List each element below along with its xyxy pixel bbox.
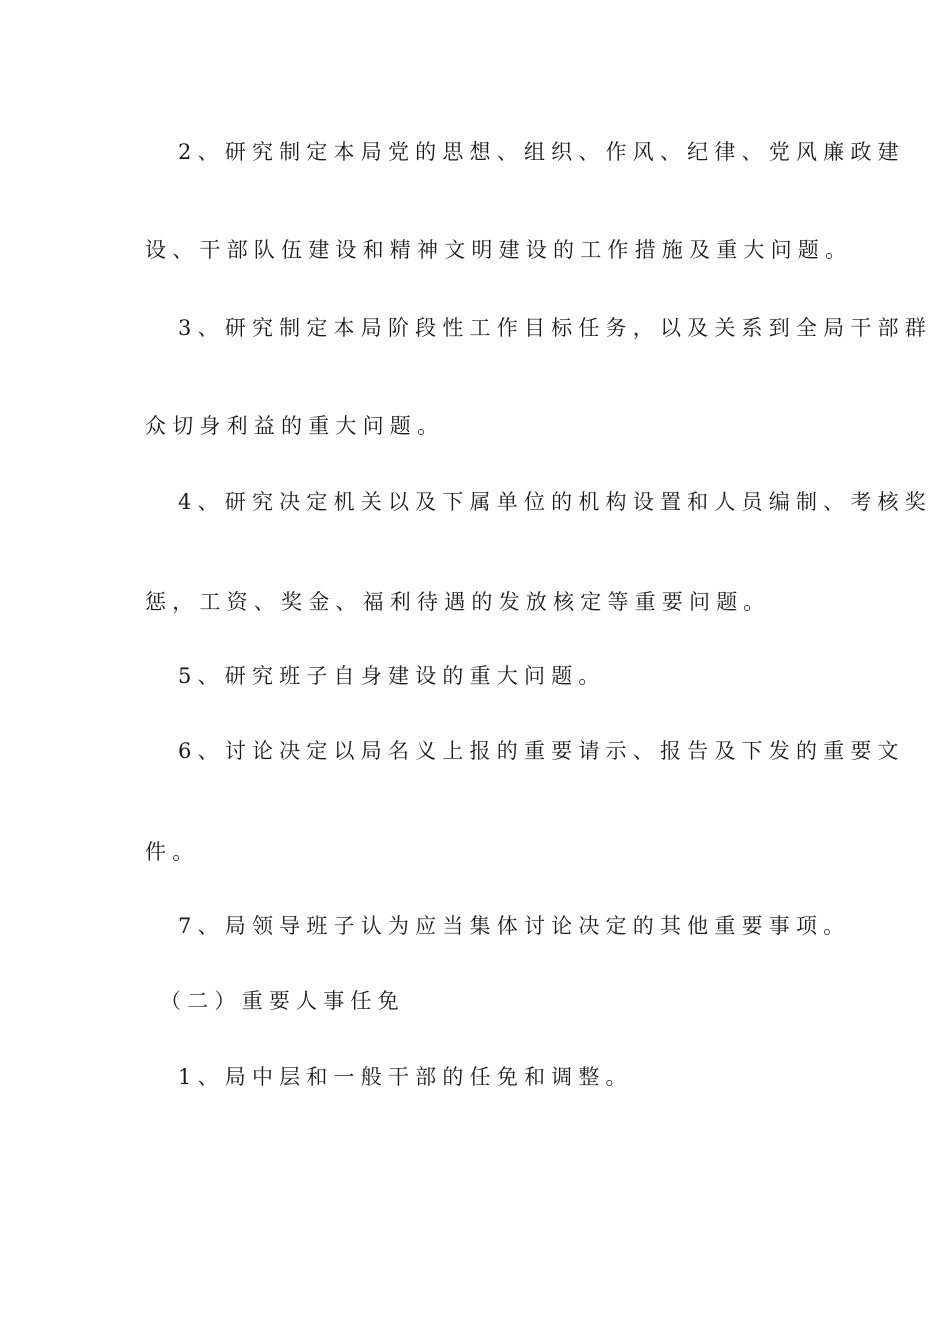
paragraph-item-4-line-1: 4、研究决定机关以及下属单位的机构设置和人员编制、考核奖	[178, 490, 932, 514]
paragraph-item-7: 7、局领导班子认为应当集体讨论决定的其他重要事项。	[178, 914, 851, 938]
paragraph-item-6-line-1: 6、讨论决定以局名义上报的重要请示、报告及下发的重要文	[178, 739, 905, 763]
paragraph-item-4-line-2: 惩，工资、奖金、福利待遇的发放核定等重要问题。	[145, 590, 771, 614]
paragraph-item-3-line-1: 3、研究制定本局阶段性工作目标任务，以及关系到全局干部群	[178, 316, 932, 340]
paragraph-item-5: 5、研究班子自身建设的重大问题。	[178, 664, 606, 688]
paragraph-item-3-line-2: 众切身利益的重大问题。	[145, 414, 445, 438]
section-heading-personnel: （二）重要人事任免	[160, 989, 405, 1013]
paragraph-personnel-item-1: 1、局中层和一般干部的任免和调整。	[178, 1065, 633, 1089]
paragraph-item-2-line-1: 2、研究制定本局党的思想、组织、作风、纪律、党风廉政建	[178, 140, 905, 164]
paragraph-item-6-line-2: 件。	[145, 840, 200, 864]
paragraph-item-2-line-2: 设、干部队伍建设和精神文明建设的工作措施及重大问题。	[145, 238, 853, 262]
